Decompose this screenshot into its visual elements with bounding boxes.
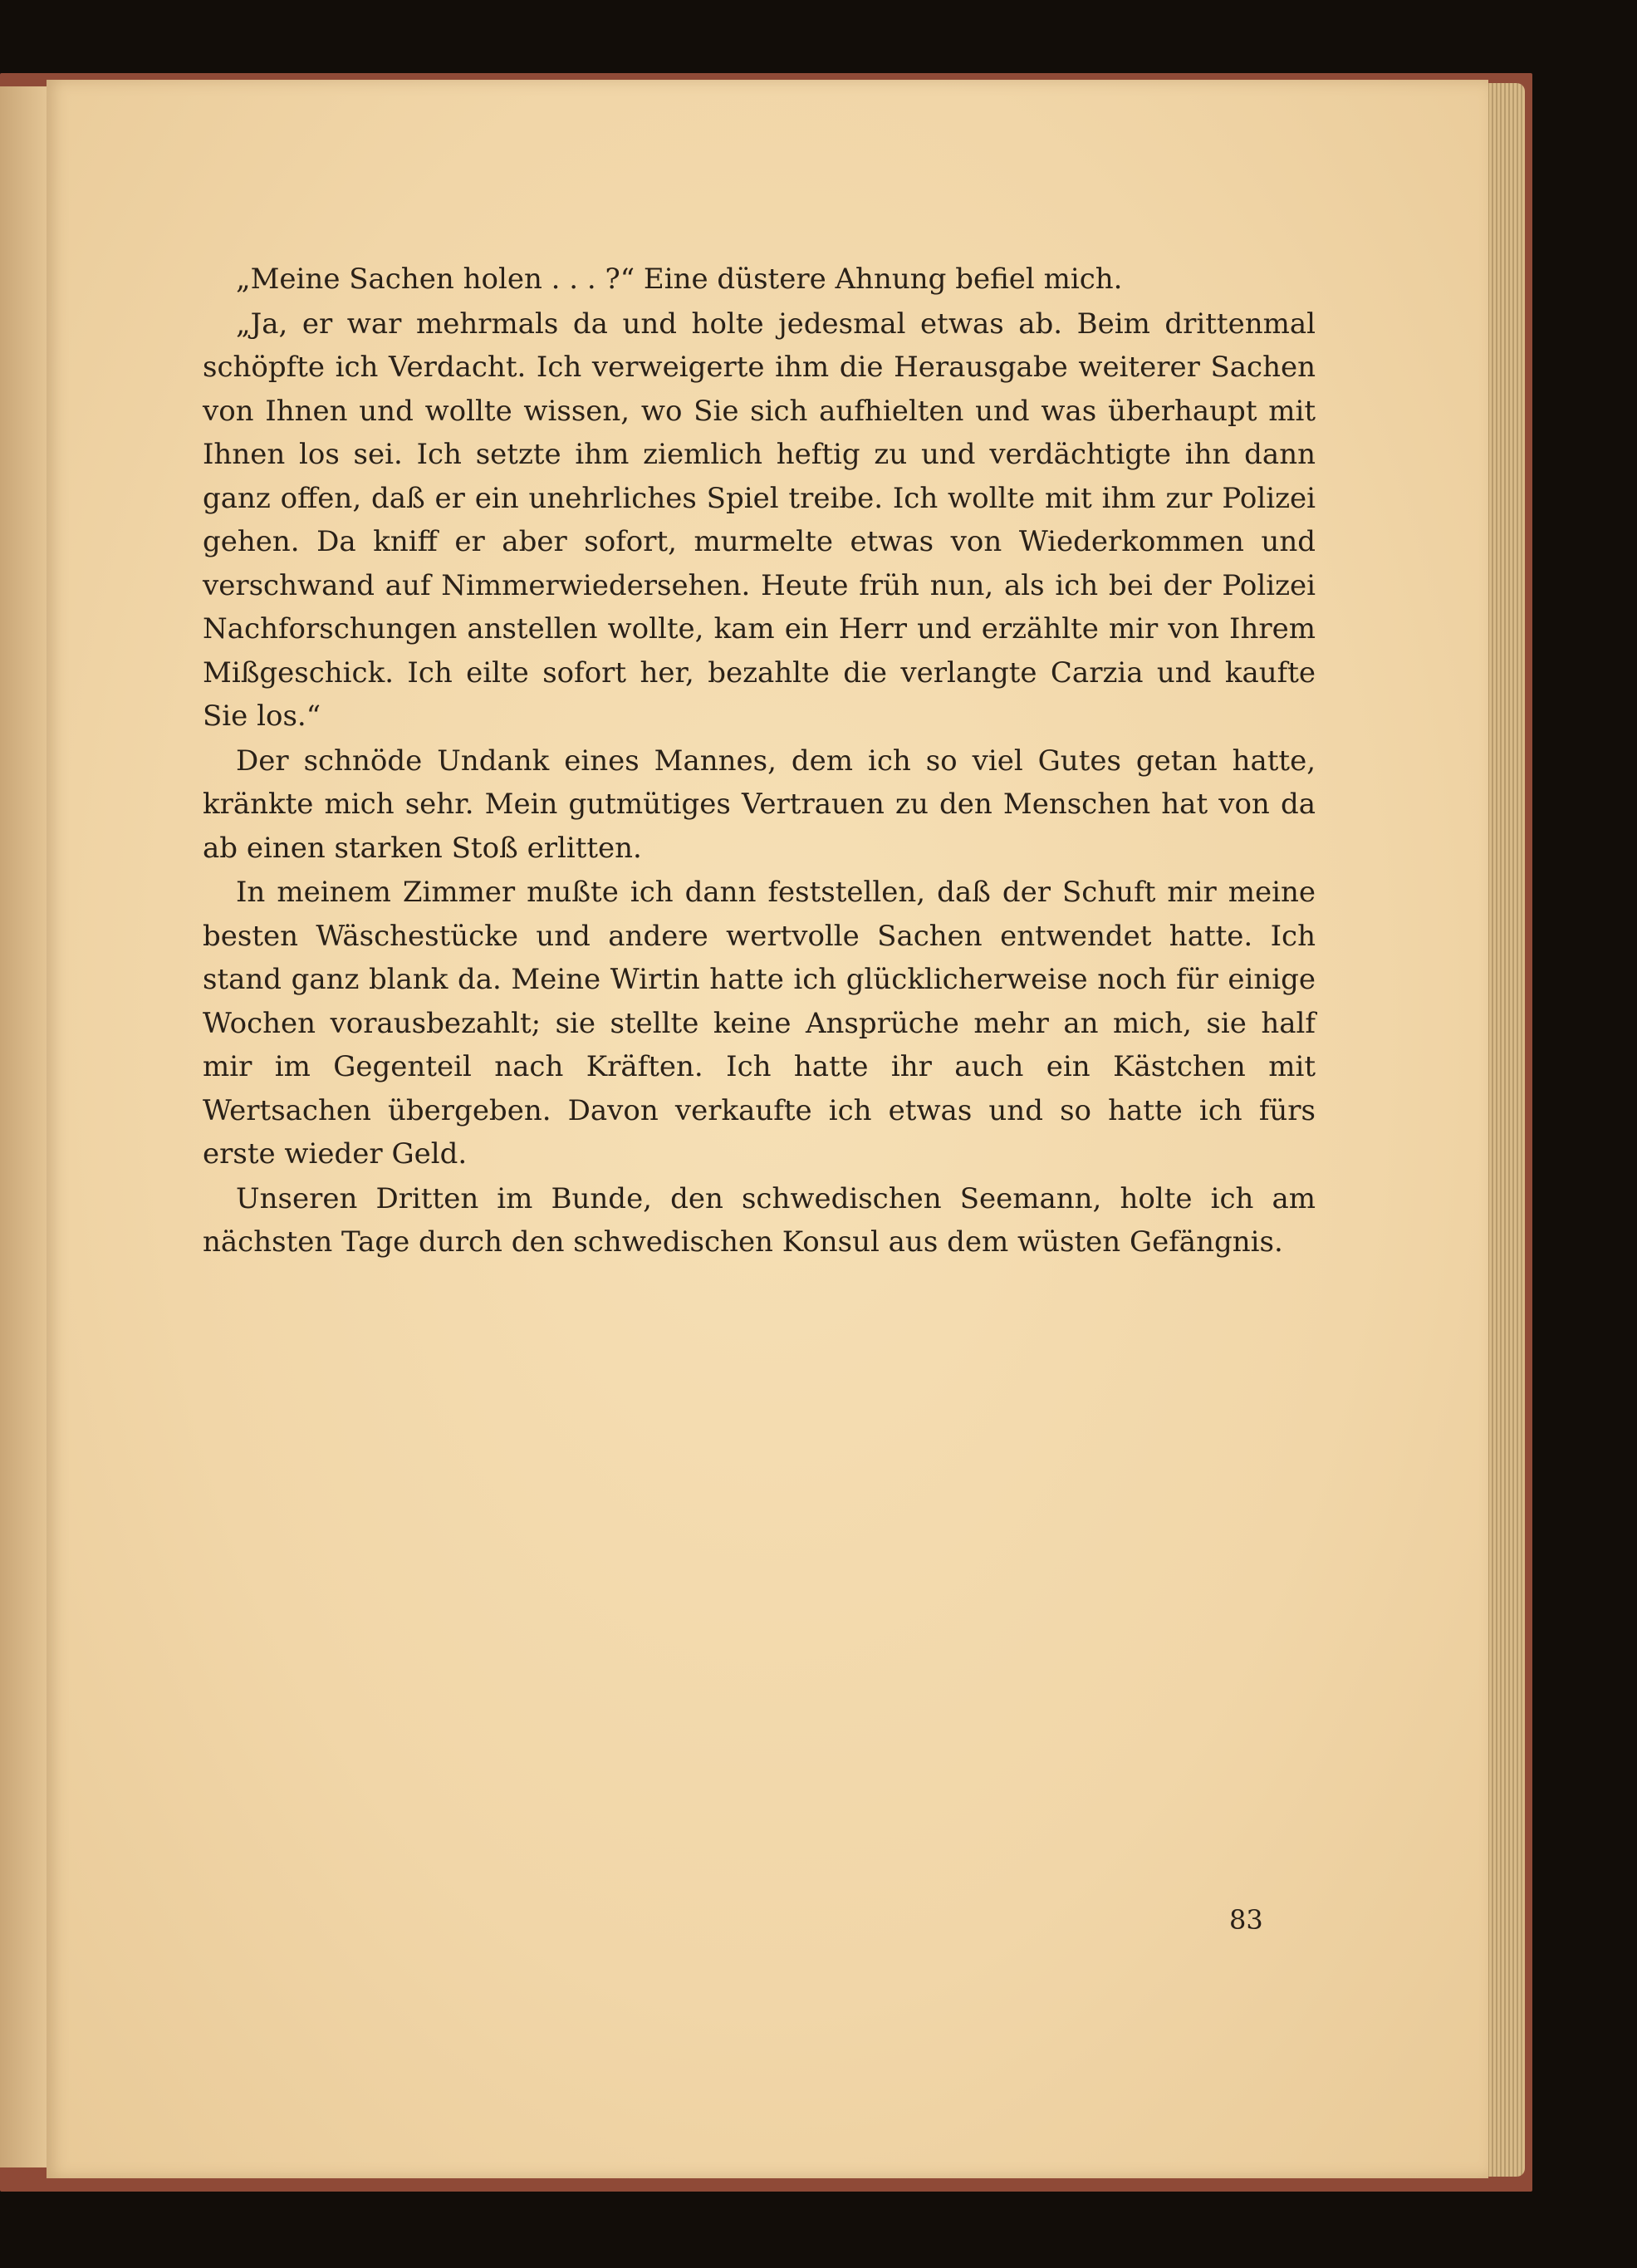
paragraph-5: Unseren Dritten im Bunde, den schwedischen Seemann, holte ich am nächsten Tage durch den schwedischen Konsul aus dem wüsten Gefängnis. — [203, 1181, 1316, 1259]
previous-page-edge — [0, 86, 51, 2167]
paragraph-4: In meinem Zimmer mußte ich dann feststellen, daß der Schuft mir meine besten Wäschestücke und andere wertvolle Sachen entwendet hatte. Ich stand ganz blank da. Meine Wirtin hatte ich glücklicherweise noch für einige Wochen vorausbezahlt; sie stellte keine Ansprüche mehr an mich, sie half mir im Gegenteil nach Kräften. Ich hatte ihr auch ein Kästchen mit Wertsachen übergeben. Davon verkaufte ich etwas und so hatte ich fürs erste wieder Geld. — [203, 876, 1316, 1171]
book-page — [47, 80, 1488, 2178]
page-number: 83 — [1229, 1904, 1263, 1936]
paragraph-1: „Meine Sachen holen . . . ?“ Eine düstere Ahnung befiel mich. — [236, 263, 1123, 296]
body-text — [203, 258, 1316, 1265]
paragraph-3: Der schnöde Undank eines Mannes, dem ich so viel Gutes getan hatte, kränkte mich sehr. Mein gutmütiges Vertrauen zu den Menschen hat von da ab einen starken Stoß erlitten. — [203, 744, 1316, 865]
paragraph-2: „Ja, er war mehrmals da und holte jedesmal etwas ab. Beim drittenmal schöpfte ich Verdacht. Ich verweigerte ihm die Herausgabe weiterer Sachen von Ihnen und wollte wissen, wo Sie sich aufhielten und was überhaupt mit Ihnen los sei. Ich setzte ihm ziemlich heftig zu und verdächtigte ihn dann ganz offen, daß er ein unehrliches Spiel treibe. Ich wollte mit ihm zur Polizei gehen. Da kniff er aber sofort, murmelte etwas von Wiederkommen und verschwand auf Nimmerwiedersehen. Heute früh nun, als ich bei der Polizei Nachforschungen anstellen wollte, kam ein Herr und erzählte mir von Ihrem Mißgeschick. Ich eilte sofort her, bezahlte die verlangte Carzia und kaufte Sie los.“ — [203, 307, 1316, 733]
